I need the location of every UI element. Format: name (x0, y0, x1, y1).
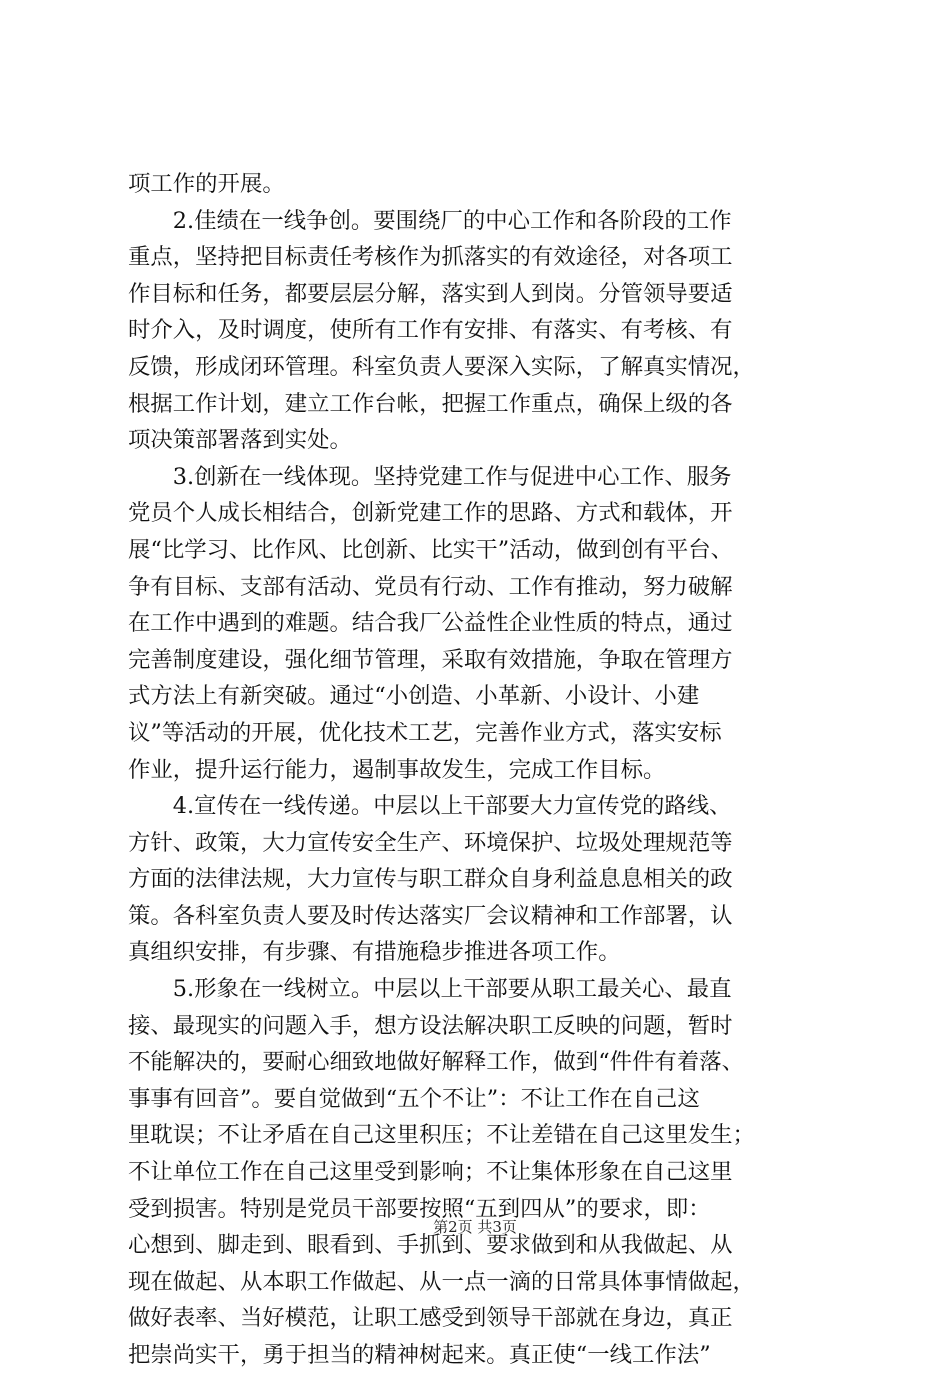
text-line: 里耽误；不让矛盾在自己这里积压；不让差错在自己这里发生； (128, 1122, 755, 1149)
text-line: 不能解决的，要耐心细致地做好解释工作，做到“件件有着落、 (128, 1049, 744, 1076)
text-line: 反馈，形成闭环管理。科室负责人要深入实际，了解真实情况， (128, 353, 755, 380)
text-line: 策。各科室负责人要及时传达落实厂会议精神和工作部署，认 (128, 902, 733, 929)
text-line: 不让单位工作在自己这里受到影响；不让集体形象在自己这里 (128, 1159, 733, 1186)
text-line: 作业，提升运行能力，遏制事故发生，完成工作目标。 (128, 756, 666, 783)
text-line: 作目标和任务，都要层层分解，落实到人到岗。分管领导要适 (128, 280, 733, 307)
text-line: 时介入，及时调度，使所有工作有安排、有落实、有考核、有 (128, 317, 733, 344)
text-line: 真组织安排，有步骤、有措施稳步推进各项工作。 (128, 939, 621, 966)
text-line: 2.佳绩在一线争创。要围绕厂的中心工作和各阶段的工作 (128, 207, 732, 234)
text-line: 党员个人成长相结合，创新党建工作的思路、方式和载体，开 (128, 500, 733, 527)
text-line: 重点，坚持把目标责任考核作为抓落实的有效途径，对各项工 (128, 244, 733, 271)
text-line: 事事有回音”。要自觉做到“五个不让”：不让工作在自己这 (128, 1085, 700, 1112)
text-line: 项工作的开展。 (128, 171, 285, 197)
text-line: 议”等活动的开展，优化技术工艺，完善作业方式，落实安标 (128, 719, 722, 746)
text-line: 心想到、脚走到、眼看到、手抓到、要求做到和从我做起、从 (128, 1232, 733, 1259)
text-line: 4.宣传在一线传递。中层以上干部要大力宣传党的路线、 (128, 793, 732, 820)
text-line: 接、最现实的问题入手，想方设法解决职工反映的问题，暂时 (128, 1012, 733, 1039)
text-line: 做好表率、当好模范，让职工感受到领导干部就在身边，真正 (128, 1305, 733, 1332)
text-line: 现在做起、从本职工作做起、从一点一滴的日常具体事情做起， (128, 1268, 755, 1295)
text-line: 受到损害。特别是党员干部要按照“五到四从”的要求，即： (128, 1195, 711, 1222)
text-line: 3.创新在一线体现。坚持党建工作与促进中心工作、服务 (128, 463, 732, 490)
text-line: 式方法上有新突破。通过“小创造、小革新、小设计、小建 (128, 683, 700, 710)
text-line: 展“比学习、比作风、比创新、比实干”活动，做到创有平台、 (128, 536, 734, 563)
text-line: 方面的法律法规，大力宣传与职工群众自身利益息息相关的政 (128, 866, 733, 893)
text-line: 完善制度建设，强化细节管理，采取有效措施，争取在管理方 (128, 646, 733, 673)
text-line: 争有目标、支部有活动、党员有行动、工作有推动，努力破解 (128, 573, 733, 600)
page-footer: 第2页 共3页 (433, 1218, 517, 1236)
text-line: 在工作中遇到的难题。结合我厂公益性企业性质的特点，通过 (128, 610, 733, 637)
text-line: 把崇尚实干，勇于担当的精神树起来。真正使“一线工作法” (128, 1342, 711, 1368)
text-line: 根据工作计划，建立工作台帐，把握工作重点，确保上级的各 (128, 390, 733, 417)
text-line: 方针、政策，大力宣传安全生产、环境保护、垃圾处理规范等 (128, 829, 733, 856)
text-line: 项决策部署落到实处。 (128, 427, 352, 454)
body-text (128, 166, 828, 1374)
text-line: 5.形象在一线树立。中层以上干部要从职工最关心、最直 (128, 976, 732, 1003)
